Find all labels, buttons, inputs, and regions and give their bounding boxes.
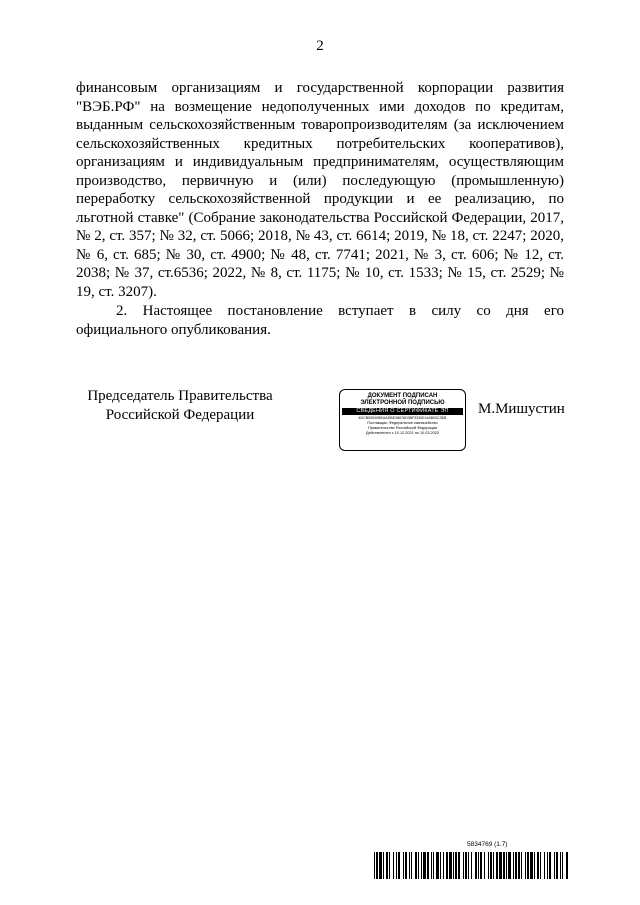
stamp-line-1: ДОКУМЕНТ ПОДПИСАН: [367, 393, 438, 399]
stamp-issuer: Поставщик: Федеральное казначейство: [367, 421, 438, 425]
stamp-owner: Правительство Российской Федерации: [367, 426, 438, 430]
signer-title-line-2: Российской Федерации: [105, 407, 255, 423]
stamp-serial: 4DCB05000BEAADBE38676D3BF3330E444B03C3EB: [358, 416, 447, 420]
document-code: 5834769 (1.7): [467, 841, 508, 848]
signer-name: М.Мишустин: [478, 401, 565, 417]
paragraph-continuation: финансовым организациям и государственной корпорации развития "ВЭБ.РФ" на возмещение недополученных ими доходов по кредитам, выданным сельскохозяйственным товаропроизводителям (за исключением сельскохозяйственных кредитных потребительских кооперативов), организациям и индивидуальным предпринимателям, осуществляющим производство, первичную и (или) последующую (промышленную) переработку сельскохозяйственной продукции и ее реализацию, по льготной ставке" (Собрание законодательства Российской Федерации, 2017, № 2, ст. 357; № 32, ст. 5066; 2018, № 43, ст. 6614; 2019, № 18, ст. 2247; 2020, № 6, ст. 685; № 30, ст. 4900; № 48, ст. 7741; 2021, № 3, ст. 606; № 12, ст. 2038; № 37, ст.6536; 2022, № 8, ст. 1175; № 10, ст. 1533; № 15, ст. 2529; № 19, ст. 3207).: [76, 80, 564, 300]
paragraph-effective-date: 2. Настоящее постановление вступает в силу со дня его официального опубликования.: [76, 303, 564, 338]
signer-title: [80, 387, 280, 425]
electronic-signature-stamp: [339, 389, 466, 451]
page-number: 2: [316, 38, 324, 54]
stamp-validity: Действителен с 10.12.2021 по 10.03.2023: [366, 431, 439, 435]
signer-title-line-1: Председатель Правительства: [87, 388, 273, 404]
stamp-certificate-header: СВЕДЕНИЯ О СЕРТИФИКАТЕ ЭП: [342, 408, 463, 415]
barcode-image: [374, 852, 568, 879]
stamp-line-2: ЭЛЕКТРОННОЙ ПОДПИСЬЮ: [360, 400, 445, 406]
document-body: [76, 79, 564, 339]
